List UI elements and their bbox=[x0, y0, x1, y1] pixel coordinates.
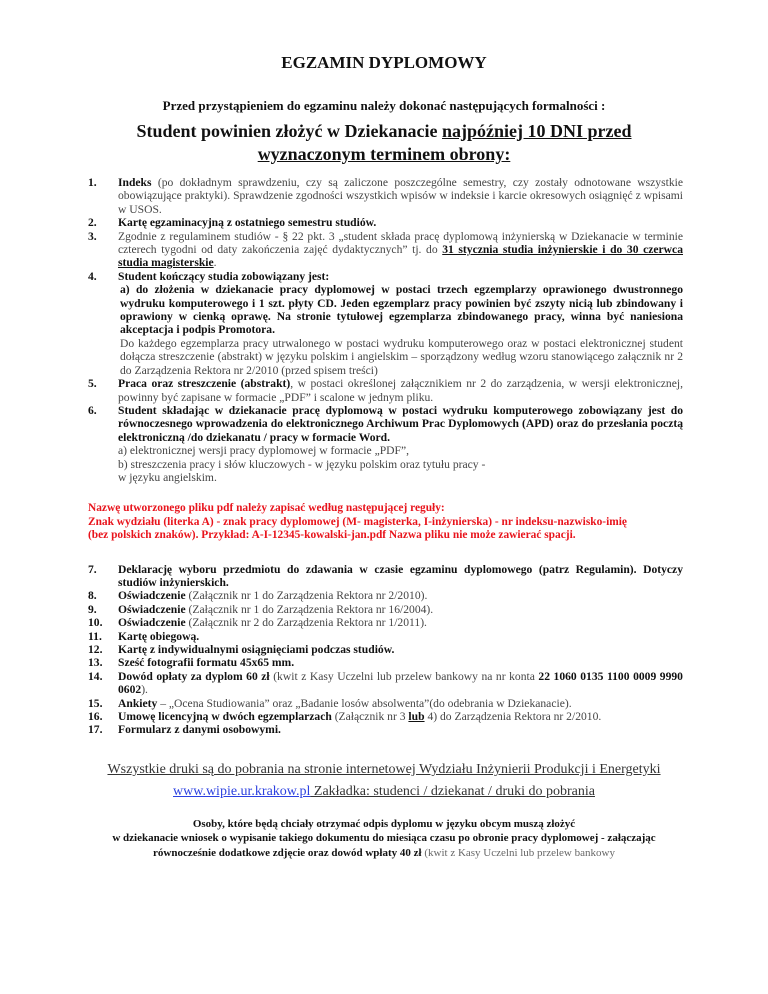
list-item bbox=[88, 723, 683, 736]
item-number: 16. bbox=[88, 710, 103, 724]
item-text-segment: (Załącznik nr 1 do Zarządzenia Rektora nr 16/2004). bbox=[185, 602, 434, 616]
item-text-segment: Do każdego egzemplarza pracy utrwalonego w postaci wydruku komputerowego oraz w postaci elektronicznej student dołącza streszczenie (abstrakt) w języku polskim i angielskim – sporządzony według wzoru stanowiącego załącznik nr 2 do Zarządzenia Rektora nr 2/2010 (przed spisem treści) bbox=[120, 336, 683, 377]
deadline-heading bbox=[134, 120, 634, 166]
item-text bbox=[118, 270, 683, 377]
note-line: równocześnie dodatkowe zdjęcie oraz dowód wpłaty 40 zł bbox=[153, 846, 422, 859]
item-text-segment: (po dokładnym sprawdzeniu, czy są zaliczone poszczególne semestry, czy zostały odnotowane wszystkie obowiązujące praktyki). Sprawdzenie zgodności wszystkich wpisów w indeksie i karcie okresowych osiągnięć z wpisami w USOS. bbox=[118, 176, 683, 216]
item-text-segment: (kwit z Kasy Uczelni lub przelew bankowy na nr konta bbox=[269, 669, 539, 683]
downloads-path: Zakładka: studenci / dziekanat / druki do pobrania bbox=[310, 783, 595, 799]
filename-rule-note bbox=[88, 502, 688, 542]
filename-rule-line: Nazwę utworzonego pliku pdf należy zapisać według następującej reguły: bbox=[88, 502, 445, 515]
item-text-segment: Formularz z danymi osobowymi. bbox=[118, 723, 281, 737]
item-text-segment: Sześć fotografii formatu 45x65 mm. bbox=[118, 656, 295, 670]
list-item bbox=[88, 563, 683, 590]
item-text-segment: Oświadczenie bbox=[118, 589, 186, 603]
item-text-segment: (Załącznik nr 2 do Zarządzenia Rektora nr 1/2011). bbox=[185, 616, 427, 630]
list-item bbox=[88, 589, 683, 602]
item-text-segment: a) elektronicznej wersji pracy dyplomowej w formacie „PDF”, bbox=[118, 444, 410, 458]
item-text-segment: Kartę z indywidualnymi osiągnięciami podczas studiów. bbox=[118, 643, 395, 656]
list-item bbox=[88, 377, 683, 404]
document-title: EGZAMIN DYPLOMOWY bbox=[281, 53, 487, 72]
item-text bbox=[118, 670, 683, 697]
item-number: 6. bbox=[88, 403, 97, 417]
item-text-segment: w języku angielskim. bbox=[118, 470, 217, 484]
note-line: Osoby, które będą chciały otrzymać odpis dyplomu w języku obcym muszą złożyć bbox=[192, 817, 576, 830]
item-text-segment: Praca oraz streszczenie (abstrakt) bbox=[118, 377, 291, 391]
item-text-segment: Kartę egzaminacyjną z ostatniego semestru studiów. bbox=[118, 216, 377, 230]
item-number: 8. bbox=[88, 589, 97, 603]
item-text-segment: 4) do Zarządzenia Rektora nr 2/2010. bbox=[424, 710, 602, 724]
item-text-segment: Oświadczenie bbox=[118, 616, 186, 630]
list-item bbox=[88, 176, 683, 216]
item-number: 5. bbox=[88, 377, 97, 391]
heading-deadline-cont: wyznaczonym terminem obrony: bbox=[257, 144, 511, 164]
item-number: 13. bbox=[88, 656, 103, 670]
list-item bbox=[88, 603, 683, 616]
item-text-segment: Dowód opłaty za dyplom 60 zł bbox=[118, 669, 270, 683]
item-text bbox=[118, 630, 683, 643]
item-text-segment: Student składając w dziekanacie pracę dyplomową w postaci wydruku komputerowego zobowiązany jest do równoczesnego wprowadzenia do elektronicznego Archiwum Prac Dyplomowych (APD) oraz do przesłania pocztą elektroniczną /do dziekanatu / pracy w formacie Word. bbox=[118, 403, 683, 444]
note-line-rest: (kwit z Kasy Uczelni lub przelew bankowy bbox=[421, 846, 615, 859]
item-text-segment: (Załącznik nr 1 do Zarządzenia Rektora nr 2/2010). bbox=[185, 589, 428, 603]
requirements-list-part2 bbox=[88, 563, 683, 737]
item-text bbox=[118, 710, 683, 723]
item-text-segment: lub bbox=[408, 710, 425, 724]
item-text-segment: Student kończący studia zobowiązany jest: bbox=[118, 269, 330, 283]
item-text-segment: Indeks bbox=[118, 176, 152, 189]
item-text bbox=[118, 643, 683, 656]
item-number: 9. bbox=[88, 602, 97, 616]
document-subtitle: Przed przystąpieniem do egzaminu należy dokonać następujących formalności : bbox=[162, 98, 606, 113]
list-item bbox=[88, 270, 683, 377]
item-text bbox=[118, 656, 683, 669]
item-text-segment: Zgodnie z regulaminem studiów - § 22 pkt. 3 „student składa pracę dyplomową inżynierską w Dziekanacie w terminie czterech tygodni od daty zakończenia zajęć dydaktycznych” tj. do bbox=[118, 229, 683, 257]
item-text bbox=[118, 603, 683, 616]
list-item bbox=[88, 697, 683, 710]
item-text bbox=[118, 589, 683, 602]
item-text-segment: . bbox=[213, 256, 217, 270]
list-item bbox=[88, 710, 683, 723]
heading-deadline: najpóźniej 10 DNI przed bbox=[442, 121, 632, 141]
item-number: 1. bbox=[88, 176, 97, 189]
downloads-footer bbox=[0, 759, 768, 803]
item-number: 4. bbox=[88, 269, 97, 283]
requirements-list-part1 bbox=[88, 176, 683, 484]
item-text bbox=[118, 377, 683, 404]
item-text-segment: b) streszczenia pracy i słów kluczowych - w języku polskim oraz tytułu pracy - bbox=[118, 457, 486, 471]
item-text bbox=[118, 230, 683, 270]
item-text-segment: Kartę obiegową. bbox=[118, 629, 200, 643]
item-number: 2. bbox=[88, 216, 97, 230]
item-number: 12. bbox=[88, 643, 103, 656]
item-text bbox=[118, 176, 683, 216]
list-item bbox=[88, 643, 683, 656]
faculty-website-link[interactable]: www.wipie.ur.krakow.pl bbox=[173, 783, 311, 799]
list-item bbox=[88, 656, 683, 669]
item-text-segment: ). bbox=[141, 683, 148, 697]
item-text bbox=[118, 563, 683, 590]
item-number: 3. bbox=[88, 229, 97, 243]
list-item bbox=[88, 404, 683, 484]
downloads-info: Wszystkie druki są do pobrania na stronie internetowej Wydziału Inżynierii Produkcji i Energetyki bbox=[107, 761, 661, 777]
item-text bbox=[118, 616, 683, 629]
item-text-segment: 22 1060 0135 1100 0009 9990 0602 bbox=[118, 669, 683, 697]
item-text bbox=[118, 216, 683, 229]
item-number: 17. bbox=[88, 723, 103, 737]
list-item bbox=[88, 670, 683, 697]
item-text-segment: Umowę licencyjną w dwóch egzemplarzach bbox=[118, 710, 332, 724]
list-item bbox=[88, 630, 683, 643]
item-text bbox=[118, 697, 683, 710]
item-text-segment: a) do złożenia w dziekanacie pracy dyplomowej w postaci trzech egzemplarzy oprawionego dwustronnego wydruku komputerowego i 1 szt. płyty CD. Jeden egzemplarz pracy powinien być zszyty nicią lub zbindowany i oprawiony w cienką oprawę. Na stronie tytułowej egzemplarza zbindowanego pracy, winna być naniesiona akceptacja i podpis Promotora. bbox=[120, 283, 683, 337]
item-text-segment: Ankiety bbox=[118, 696, 158, 710]
list-item bbox=[88, 616, 683, 629]
item-number: 7. bbox=[88, 562, 97, 576]
item-number: 10. bbox=[88, 616, 103, 630]
item-text-segment: (Załącznik nr 3 bbox=[331, 710, 409, 724]
foreign-language-diploma-note bbox=[0, 817, 768, 861]
list-item bbox=[88, 230, 683, 270]
item-number: 15. bbox=[88, 696, 103, 710]
item-text-segment: – „Ocena Studiowania” oraz „Badanie losów absolwenta”(do odebrania w Dziekanacie). bbox=[157, 696, 572, 710]
item-number: 11. bbox=[88, 629, 102, 643]
item-number: 14. bbox=[88, 669, 103, 683]
item-text-segment: , w postaci określonej załącznikiem nr 2 do zarządzenia, w wersji elektronicznej, powinny być zapisane w formacie „PDF” i scalone w jednym pliku. bbox=[118, 377, 683, 404]
item-text-segment: Oświadczenie bbox=[118, 602, 186, 616]
filename-rule-line: (bez polskich znaków). Przykład: A-I-12345-kowalski-jan.pdf Nazwa pliku nie może zawierać spacji. bbox=[88, 529, 576, 542]
item-text-segment: Deklarację wyboru przedmiotu do zdawania w czasie egzaminu dyplomowego (patrz Regulamin). Dotyczy studiów inżynierskich. bbox=[118, 562, 683, 589]
note-line: w dziekanacie wniosek o wypisanie takiego dokumentu do miesiąca czasu po obronie pracy dyplomowej - załączając bbox=[112, 832, 656, 845]
list-item bbox=[88, 216, 683, 229]
heading-text: Student powinien złożyć w Dziekanacie bbox=[136, 121, 442, 141]
item-text bbox=[118, 723, 683, 736]
filename-rule-line: Znak wydziału (literka A) - znak pracy dyplomowej (M- magisterka, I-inżynierska) - nr indeksu-nazwisko-imię bbox=[88, 515, 627, 528]
item-text-segment: 31 stycznia studia inżynierskie i do 30 czerwca studia magisterskie bbox=[118, 243, 683, 270]
item-text bbox=[118, 404, 683, 484]
